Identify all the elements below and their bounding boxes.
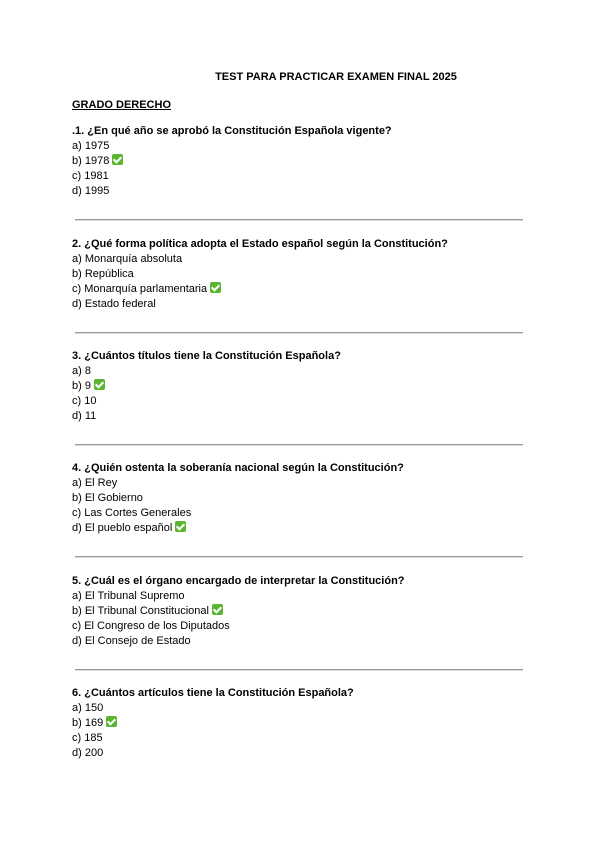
question-text: 4. ¿Quién ostenta la soberanía nacional según la Constitución? [72, 462, 404, 474]
check-mark-icon [112, 154, 123, 165]
answer-option-text: a) 1975 [72, 140, 110, 152]
answer-option-text: a) 150 [72, 702, 104, 714]
answer-option-text: b) 9 [72, 380, 91, 392]
question-text: .1. ¿En qué año se aprobó la Constitución Española vigente? [72, 125, 392, 137]
answer-option-text: d) Estado federal [72, 298, 156, 310]
answer-option [72, 139, 532, 154]
answer-option-text: a) Monarquía absoluta [72, 253, 183, 265]
answer-option-text: c) Monarquía parlamentaria [72, 283, 208, 295]
answer-option [72, 169, 532, 184]
question-2 [72, 237, 532, 312]
answer-option [72, 589, 532, 604]
answer-option [72, 716, 532, 731]
check-mark-icon [210, 282, 221, 293]
answer-option [72, 701, 532, 716]
answer-option-text: b) 169 [72, 717, 104, 729]
answer-option [72, 476, 532, 491]
answer-option [72, 252, 532, 267]
answer-option [72, 184, 532, 199]
question-6 [72, 686, 532, 761]
question-text: 5. ¿Cuál es el órgano encargado de interpretar la Constitución? [72, 575, 405, 587]
answer-option-text: a) El Tribunal Supremo [72, 590, 185, 602]
answer-option [72, 297, 532, 312]
question-1 [72, 124, 532, 199]
divider [75, 332, 523, 334]
question-text: 2. ¿Qué forma política adopta el Estado español según la Constitución? [72, 238, 448, 250]
answer-option [72, 731, 532, 746]
question-4 [72, 461, 532, 536]
answer-option-text: c) El Congreso de los Diputados [72, 620, 230, 632]
answer-option-text: a) El Rey [72, 477, 118, 489]
answer-option-text: d) 200 [72, 747, 104, 759]
divider [75, 669, 523, 671]
answer-option [72, 491, 532, 506]
answer-option [72, 506, 532, 521]
answer-option-text: d) 11 [72, 410, 97, 422]
answer-option-text: a) 8 [72, 365, 91, 377]
answer-option [72, 379, 532, 394]
question-3 [72, 349, 532, 424]
question-5 [72, 574, 532, 649]
answer-option [72, 634, 532, 649]
answer-option [72, 154, 532, 169]
answer-option-text: b) República [72, 268, 134, 280]
divider [75, 219, 523, 221]
check-mark-icon [94, 379, 105, 390]
answer-option [72, 619, 532, 634]
check-mark-icon [212, 604, 223, 615]
answer-option-text: d) 1995 [72, 185, 110, 197]
answer-option-text: c) 1981 [72, 170, 109, 182]
answer-option-text: c) 185 [72, 732, 103, 744]
answer-option-text: c) Las Cortes Generales [72, 507, 192, 519]
answer-option-text: d) El pueblo español [72, 522, 173, 534]
answer-option [72, 604, 532, 619]
question-text: 6. ¿Cuántos artículos tiene la Constitución Española? [72, 687, 354, 699]
answer-option-text: c) 10 [72, 395, 97, 407]
answer-option-text: b) El Gobierno [72, 492, 143, 504]
check-mark-icon [106, 716, 117, 727]
answer-option [72, 394, 532, 409]
divider [75, 556, 523, 558]
answer-option [72, 409, 532, 424]
divider [75, 444, 523, 446]
section-heading: GRADO DERECHO [72, 99, 172, 111]
answer-option [72, 746, 532, 761]
document-title: TEST PARA PRACTICAR EXAMEN FINAL 2025 [215, 71, 457, 83]
answer-option [72, 267, 532, 282]
answer-option-text: b) 1978 [72, 155, 110, 167]
answer-option [72, 282, 532, 297]
question-text: 3. ¿Cuántos títulos tiene la Constitución Española? [72, 350, 341, 362]
answer-option [72, 521, 532, 536]
answer-option-text: d) El Consejo de Estado [72, 635, 191, 647]
check-mark-icon [175, 521, 186, 532]
answer-option [72, 364, 532, 379]
answer-option-text: b) El Tribunal Constitucional [72, 605, 209, 617]
